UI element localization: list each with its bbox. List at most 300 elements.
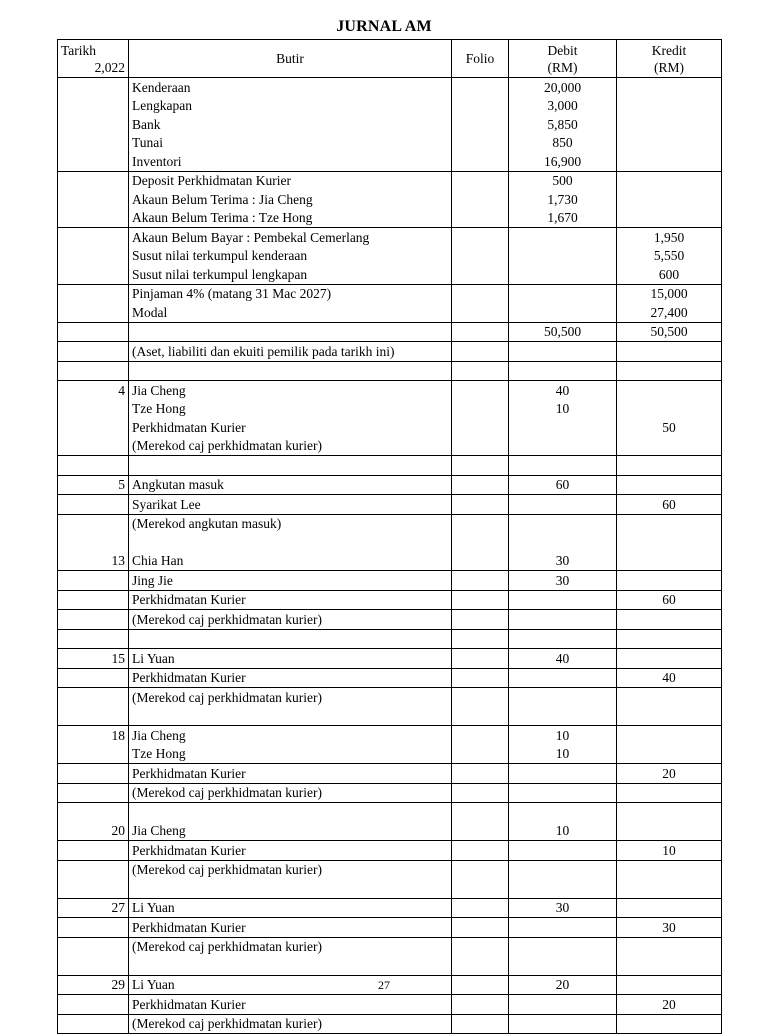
row-date [58,590,129,610]
row-date [58,533,129,552]
row-kredit [617,361,722,381]
row-butir: (Merekod caj perkhidmatan kurier) [129,783,452,803]
row-kredit [617,707,722,726]
row-folio [452,475,509,495]
row-date [58,629,129,649]
table-row [58,688,722,707]
row-debit: 30 [509,898,617,918]
row-debit [509,514,617,533]
row-date [58,78,129,97]
row-butir: Susut nilai terkumpul kenderaan [129,247,452,266]
row-folio [452,97,509,116]
row-folio [452,841,509,861]
page-title: JURNAL AM [336,18,432,35]
row-kredit [617,629,722,649]
row-folio [452,879,509,898]
row-debit [509,247,617,266]
row-kredit: 60 [617,590,722,610]
row-date [58,97,129,116]
row-folio [452,134,509,153]
row-kredit [617,898,722,918]
table-row [58,190,722,209]
header-debit-unit: (RM) [547,59,578,75]
row-butir: (Merekod caj perkhidmatan kurier) [129,937,452,956]
table-row [58,400,722,419]
table-row [58,726,722,745]
row-butir [129,533,452,552]
row-folio [452,514,509,533]
row-date [58,342,129,362]
row-folio [452,860,509,879]
table-row [58,115,722,134]
row-folio [452,115,509,134]
table-row [58,879,722,898]
row-folio [452,78,509,97]
row-debit: 10 [509,400,617,419]
row-butir: Jia Cheng [129,381,452,400]
table-row [58,841,722,861]
row-date [58,209,129,228]
table-row [58,649,722,669]
row-kredit [617,97,722,116]
row-butir: Li Yuan [129,898,452,918]
row-butir [129,707,452,726]
row-date [58,571,129,591]
row-folio [452,284,509,303]
row-butir: Perkhidmatan Kurier [129,668,452,688]
row-folio [452,209,509,228]
row-date [58,284,129,303]
row-kredit [617,571,722,591]
row-butir: (Merekod angkutan masuk) [129,514,452,533]
table-row [58,860,722,879]
header-kredit-unit: (RM) [654,59,684,75]
row-kredit [617,860,722,879]
table-row [58,247,722,266]
table-row [58,97,722,116]
row-folio [452,361,509,381]
row-date [58,937,129,956]
row-folio [452,342,509,362]
row-butir [129,956,452,975]
row-debit: 20,000 [509,78,617,97]
row-folio [452,898,509,918]
row-debit [509,860,617,879]
row-debit: 40 [509,381,617,400]
header-butir: Butir [129,40,452,78]
row-debit [509,303,617,322]
row-butir: (Merekod caj perkhidmatan kurier) [129,610,452,630]
row-folio [452,381,509,400]
row-date [58,995,129,1015]
page-number: 27 [378,978,390,992]
table-row [58,533,722,552]
row-kredit [617,152,722,171]
row-date: 18 [58,726,129,745]
row-kredit [617,649,722,669]
row-date [58,956,129,975]
table-row [58,803,722,822]
row-folio [452,995,509,1015]
row-debit: 850 [509,134,617,153]
row-butir: Bank [129,115,452,134]
row-date [58,688,129,707]
row-kredit [617,437,722,456]
row-folio [452,228,509,247]
table-row [58,361,722,381]
row-date [58,171,129,190]
row-butir: Li Yuan [129,975,452,995]
row-folio [452,171,509,190]
row-butir: Modal [129,303,452,322]
row-kredit [617,78,722,97]
table-row [58,381,722,400]
row-date [58,303,129,322]
row-debit: 10 [509,822,617,841]
row-butir: Susut nilai terkumpul lengkapan [129,265,452,284]
row-butir: (Merekod caj perkhidmatan kurier) [129,860,452,879]
header-kredit-label: Kredit [651,42,687,58]
row-debit: 40 [509,649,617,669]
row-kredit [617,456,722,476]
row-date [58,115,129,134]
row-folio [452,764,509,784]
header-date-label: Tarikh [61,42,97,58]
row-debit: 20 [509,975,617,995]
header-year: 2,022 [94,59,125,75]
table-row [58,171,722,190]
row-butir: (Merekod caj perkhidmatan kurier) [129,688,452,707]
row-debit: 1,670 [509,209,617,228]
row-date [58,803,129,822]
row-date [58,783,129,803]
table-row [58,764,722,784]
row-folio [452,956,509,975]
row-folio [452,745,509,764]
row-debit [509,841,617,861]
row-date: 13 [58,552,129,571]
row-butir: Tze Hong [129,400,452,419]
row-debit [509,879,617,898]
row-butir: Li Yuan [129,649,452,669]
row-butir: Perkhidmatan Kurier [129,590,452,610]
row-debit [509,995,617,1015]
row-kredit [617,956,722,975]
row-butir: Angkutan masuk [129,475,452,495]
row-date [58,134,129,153]
row-date: 27 [58,898,129,918]
row-debit: 60 [509,475,617,495]
table-header-row [58,40,722,78]
table-row [58,918,722,938]
row-date [58,400,129,419]
row-kredit [617,209,722,228]
row-folio [452,590,509,610]
table-row [58,265,722,284]
row-kredit: 5,550 [617,247,722,266]
row-folio [452,265,509,284]
row-date [58,190,129,209]
row-folio [452,610,509,630]
row-date: 20 [58,822,129,841]
row-butir: (Merekod caj perkhidmatan kurier) [129,437,452,456]
row-debit [509,803,617,822]
table-row [58,303,722,322]
table-row [58,475,722,495]
row-debit: 10 [509,726,617,745]
row-date [58,879,129,898]
table-row [58,956,722,975]
row-butir: Akaun Belum Terima : Tze Hong [129,209,452,228]
row-date [58,610,129,630]
row-debit [509,418,617,437]
row-butir [129,322,452,342]
row-folio [452,533,509,552]
row-butir: Jia Cheng [129,726,452,745]
table-row [58,495,722,515]
table-row [58,209,722,228]
row-kredit [617,115,722,134]
row-kredit [617,822,722,841]
row-date [58,860,129,879]
row-butir: Perkhidmatan Kurier [129,418,452,437]
table-row [58,668,722,688]
row-butir: Perkhidmatan Kurier [129,764,452,784]
row-kredit: 20 [617,764,722,784]
table-row [58,78,722,97]
table-row [58,134,722,153]
row-folio [452,456,509,476]
table-row [58,590,722,610]
row-butir [129,361,452,381]
row-folio [452,783,509,803]
row-folio [452,495,509,515]
row-kredit: 15,000 [617,284,722,303]
header-debit-label: Debit [547,42,578,58]
row-debit [509,668,617,688]
row-debit [509,495,617,515]
row-butir: Perkhidmatan Kurier [129,995,452,1015]
row-folio [452,552,509,571]
row-kredit [617,783,722,803]
row-kredit [617,381,722,400]
table-row [58,898,722,918]
table-row [58,745,722,764]
row-kredit [617,171,722,190]
row-date [58,514,129,533]
row-date [58,745,129,764]
row-butir: Jing Jie [129,571,452,591]
row-kredit: 30 [617,918,722,938]
row-folio [452,190,509,209]
table-row [58,937,722,956]
table-row [58,152,722,171]
row-folio [452,668,509,688]
row-kredit [617,610,722,630]
row-folio [452,803,509,822]
row-folio [452,688,509,707]
journal-table [57,39,722,1034]
row-butir: Tunai [129,134,452,153]
row-debit [509,783,617,803]
row-debit [509,764,617,784]
row-debit [509,610,617,630]
row-date [58,228,129,247]
row-butir: Perkhidmatan Kurier [129,918,452,938]
row-debit [509,590,617,610]
row-folio [452,918,509,938]
row-date [58,707,129,726]
row-kredit [617,475,722,495]
row-debit: 50,500 [509,322,617,342]
row-folio [452,303,509,322]
row-kredit [617,803,722,822]
row-debit [509,918,617,938]
row-folio [452,400,509,419]
row-debit: 30 [509,552,617,571]
table-row [58,610,722,630]
row-kredit [617,514,722,533]
row-debit: 10 [509,745,617,764]
table-row [58,822,722,841]
row-date [58,361,129,381]
table-row [58,707,722,726]
table-row [58,322,722,342]
header-date [58,40,129,78]
table-row [58,571,722,591]
table-row [58,552,722,571]
table-row [58,783,722,803]
row-butir: Jia Cheng [129,822,452,841]
row-kredit: 600 [617,265,722,284]
row-kredit [617,400,722,419]
row-kredit [617,745,722,764]
row-kredit [617,937,722,956]
row-kredit [617,726,722,745]
row-kredit: 60 [617,495,722,515]
row-kredit [617,552,722,571]
row-debit [509,361,617,381]
journal-body [58,78,722,1034]
row-butir: Tze Hong [129,745,452,764]
row-folio [452,247,509,266]
row-debit: 3,000 [509,97,617,116]
row-folio [452,649,509,669]
row-folio [452,822,509,841]
row-debit: 16,900 [509,152,617,171]
table-row [58,284,722,303]
row-date: 29 [58,975,129,995]
row-debit: 1,730 [509,190,617,209]
row-folio [452,152,509,171]
table-row [58,995,722,1015]
row-date [58,456,129,476]
row-kredit: 40 [617,668,722,688]
row-kredit [617,134,722,153]
row-butir [129,803,452,822]
row-folio [452,726,509,745]
row-butir: (Merekod caj perkhidmatan kurier) [129,1014,452,1034]
row-folio [452,322,509,342]
row-debit: 30 [509,571,617,591]
row-kredit [617,342,722,362]
row-debit [509,629,617,649]
row-date [58,668,129,688]
row-folio [452,571,509,591]
row-date [58,418,129,437]
row-kredit: 10 [617,841,722,861]
row-debit [509,437,617,456]
row-kredit: 50 [617,418,722,437]
row-butir: Pinjaman 4% (matang 31 Mac 2027) [129,284,452,303]
row-date [58,495,129,515]
row-butir: Deposit Perkhidmatan Kurier [129,171,452,190]
row-kredit: 20 [617,995,722,1015]
row-date [58,322,129,342]
row-date: 15 [58,649,129,669]
header-kredit [617,40,722,78]
row-butir: Chia Han [129,552,452,571]
row-butir: Perkhidmatan Kurier [129,841,452,861]
row-butir: Akaun Belum Bayar : Pembekal Cemerlang [129,228,452,247]
table-row [58,629,722,649]
row-folio [452,707,509,726]
row-kredit: 1,950 [617,228,722,247]
table-row [58,456,722,476]
row-butir [129,879,452,898]
row-date [58,247,129,266]
table-row [58,514,722,533]
row-kredit [617,190,722,209]
row-debit [509,956,617,975]
row-debit [509,228,617,247]
row-kredit: 27,400 [617,303,722,322]
row-butir: Kenderaan [129,78,452,97]
row-butir: Syarikat Lee [129,495,452,515]
row-date [58,265,129,284]
row-debit [509,533,617,552]
row-butir: Lengkapan [129,97,452,116]
row-debit [509,342,617,362]
row-debit: 5,850 [509,115,617,134]
row-debit: 500 [509,171,617,190]
row-butir [129,456,452,476]
row-butir [129,629,452,649]
row-kredit [617,879,722,898]
row-debit [509,937,617,956]
row-butir: Akaun Belum Terima : Jia Cheng [129,190,452,209]
row-kredit: 50,500 [617,322,722,342]
row-debit [509,456,617,476]
row-date [58,764,129,784]
row-butir: Inventori [129,152,452,171]
row-date: 5 [58,475,129,495]
header-folio: Folio [452,40,509,78]
row-folio [452,629,509,649]
table-row [58,418,722,437]
row-debit [509,265,617,284]
row-folio [452,418,509,437]
row-folio [452,437,509,456]
row-butir: (Aset, liabiliti dan ekuiti pemilik pada tarikh ini) [129,342,452,362]
row-date [58,152,129,171]
table-row [58,437,722,456]
table-row [58,228,722,247]
row-kredit [617,533,722,552]
row-date [58,437,129,456]
row-kredit [617,688,722,707]
row-debit [509,688,617,707]
